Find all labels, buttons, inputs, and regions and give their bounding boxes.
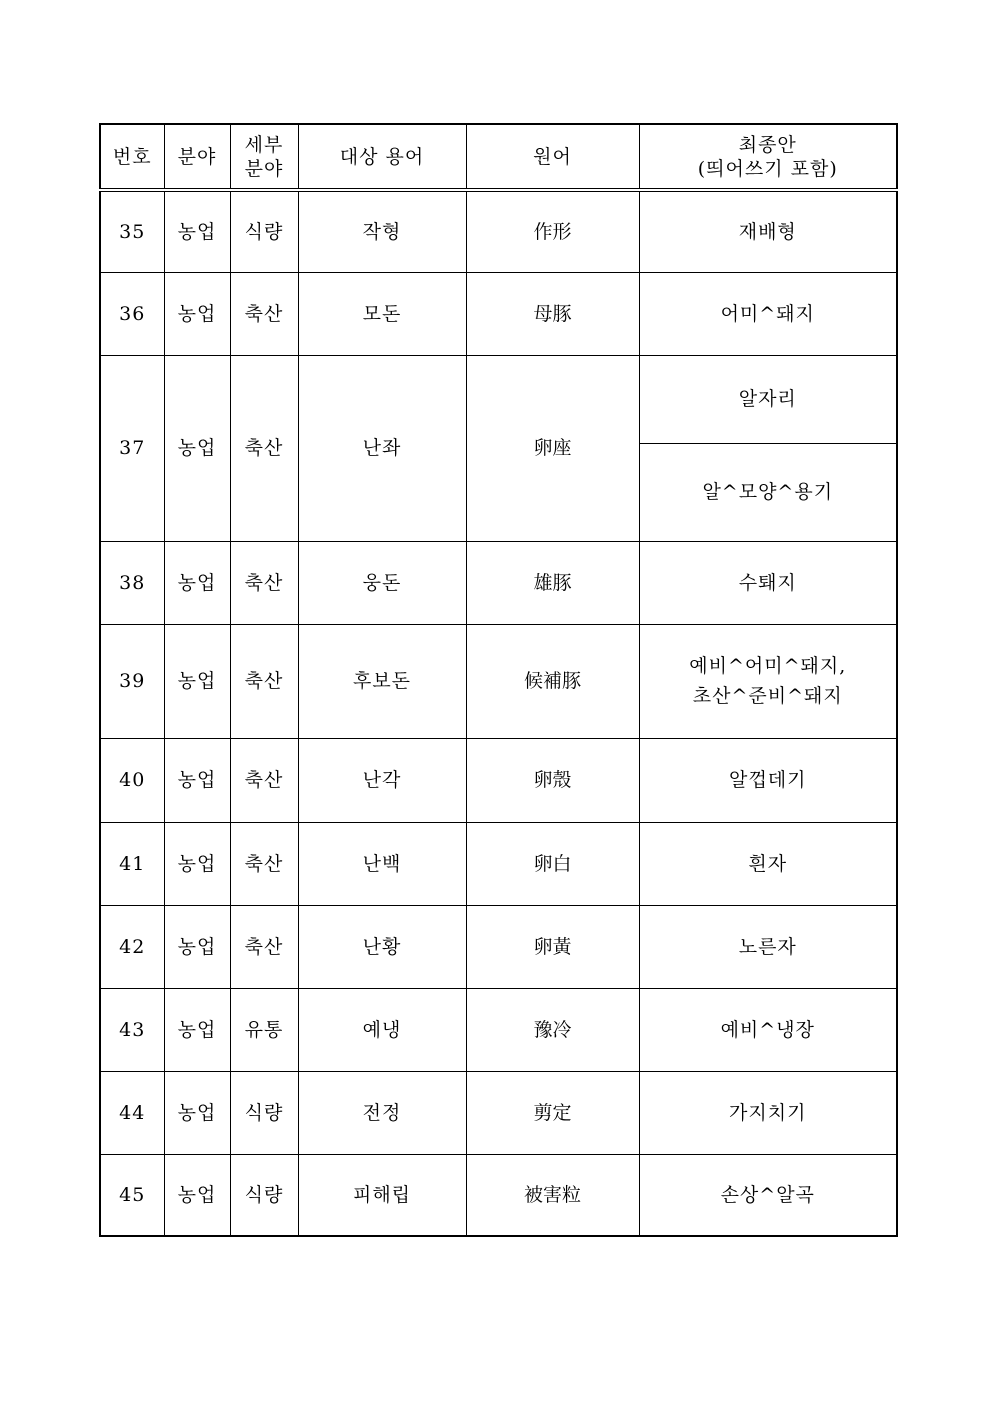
- cell-subfield: 식량: [230, 1154, 298, 1236]
- table-row: [100, 738, 897, 822]
- table-row: [100, 822, 897, 905]
- cell-no: 45: [100, 1154, 164, 1236]
- cell-term: 난각: [298, 738, 466, 822]
- cell-field: 농업: [164, 1071, 230, 1154]
- header-no: 번호: [100, 124, 164, 190]
- cell-origin: 卵座: [466, 355, 639, 541]
- header-field: 분야: [164, 124, 230, 190]
- cell-final: 손상^알곡: [639, 1154, 897, 1236]
- cell-term: 난백: [298, 822, 466, 905]
- cell-field: 농업: [164, 355, 230, 541]
- cell-origin: 卵殼: [466, 738, 639, 822]
- table-row: [100, 1071, 897, 1154]
- cell-field: 농업: [164, 624, 230, 738]
- cell-no: 42: [100, 905, 164, 988]
- cell-subfield: 유통: [230, 988, 298, 1071]
- cell-final: 흰자: [639, 822, 897, 905]
- cell-final: [639, 624, 897, 738]
- header-final-line1: 최종안: [738, 133, 797, 156]
- cell-field: 농업: [164, 272, 230, 355]
- cell-term: 난좌: [298, 355, 466, 541]
- cell-subfield: 축산: [230, 905, 298, 988]
- table-row: [100, 905, 897, 988]
- cell-term: 웅돈: [298, 541, 466, 624]
- cell-field: 농업: [164, 738, 230, 822]
- header-final: [639, 124, 897, 190]
- cell-term: 모돈: [298, 272, 466, 355]
- cell-subfield: 축산: [230, 541, 298, 624]
- table-row: [100, 1154, 897, 1236]
- cell-final: 예비^냉장: [639, 988, 897, 1071]
- cell-field: 농업: [164, 905, 230, 988]
- cell-subfield: 식량: [230, 190, 298, 272]
- cell-field: 농업: [164, 1154, 230, 1236]
- header-term: 대상 용어: [298, 124, 466, 190]
- cell-origin: 候補豚: [466, 624, 639, 738]
- cell-final-line1: 예비^어미^돼지,: [689, 655, 847, 677]
- header-row: [100, 124, 897, 190]
- cell-no: 44: [100, 1071, 164, 1154]
- cell-subfield: 축산: [230, 624, 298, 738]
- cell-term: 작형: [298, 190, 466, 272]
- cell-final-option-1: 알자리: [639, 355, 897, 443]
- cell-field: 농업: [164, 541, 230, 624]
- cell-final: 어미^돼지: [639, 272, 897, 355]
- cell-subfield: 축산: [230, 822, 298, 905]
- cell-no: 41: [100, 822, 164, 905]
- cell-term: 후보돈: [298, 624, 466, 738]
- cell-no: 35: [100, 190, 164, 272]
- header-origin: 원어: [466, 124, 639, 190]
- cell-origin: 雄豚: [466, 541, 639, 624]
- table-row: [100, 541, 897, 624]
- cell-term: 피해립: [298, 1154, 466, 1236]
- cell-final-line2: 초산^준비^돼지: [692, 685, 843, 707]
- table-row: [100, 355, 897, 443]
- term-table: [99, 123, 898, 1237]
- cell-final: 수퇘지: [639, 541, 897, 624]
- cell-origin: 作形: [466, 190, 639, 272]
- cell-final: 재배형: [639, 190, 897, 272]
- header-final-line2: (띄어쓰기 포함): [697, 157, 838, 180]
- cell-origin: 卵黃: [466, 905, 639, 988]
- cell-field: 농업: [164, 988, 230, 1071]
- table-header: [100, 124, 897, 190]
- header-subfield: [230, 124, 298, 190]
- cell-term: 전정: [298, 1071, 466, 1154]
- cell-subfield: 축산: [230, 355, 298, 541]
- cell-no: 38: [100, 541, 164, 624]
- cell-final: 노른자: [639, 905, 897, 988]
- cell-term: 예냉: [298, 988, 466, 1071]
- cell-final: 알껍데기: [639, 738, 897, 822]
- cell-origin: 剪定: [466, 1071, 639, 1154]
- cell-final-option-2: 알^모양^용기: [639, 443, 897, 541]
- cell-no: 39: [100, 624, 164, 738]
- cell-field: 농업: [164, 822, 230, 905]
- cell-final: 가지치기: [639, 1071, 897, 1154]
- table-row: [100, 190, 897, 272]
- cell-subfield: 축산: [230, 738, 298, 822]
- cell-origin: 豫冷: [466, 988, 639, 1071]
- cell-no: 36: [100, 272, 164, 355]
- cell-origin: 被害粒: [466, 1154, 639, 1236]
- cell-subfield: 축산: [230, 272, 298, 355]
- cell-origin: 卵白: [466, 822, 639, 905]
- cell-subfield: 식량: [230, 1071, 298, 1154]
- cell-origin: 母豚: [466, 272, 639, 355]
- table-row: [100, 988, 897, 1071]
- table-body: [100, 190, 897, 1236]
- table-row: [100, 272, 897, 355]
- header-subfield-line1: 세부: [244, 133, 284, 156]
- cell-field: 농업: [164, 190, 230, 272]
- table-row: [100, 624, 897, 738]
- cell-no: 37: [100, 355, 164, 541]
- cell-no: 40: [100, 738, 164, 822]
- cell-no: 43: [100, 988, 164, 1071]
- cell-term: 난황: [298, 905, 466, 988]
- header-subfield-line2: 분야: [244, 157, 284, 180]
